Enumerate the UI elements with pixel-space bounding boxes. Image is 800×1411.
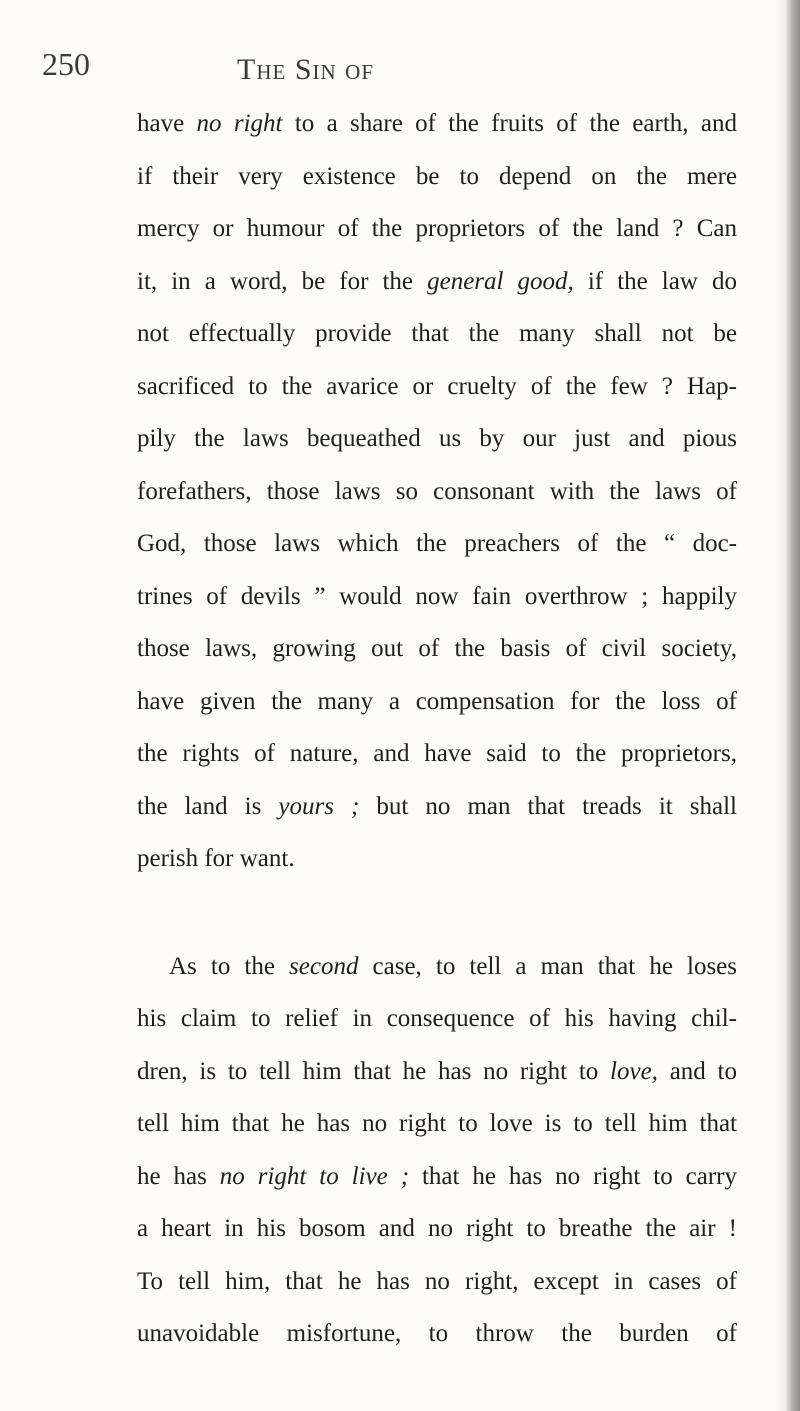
paragraph-1: [137, 98, 737, 886]
text-line: God, those laws which the preachers of the “ doc-: [137, 530, 737, 557]
text-line: a heart in his bosom and no right to breathe the air !: [137, 1215, 737, 1242]
text-line: pily the laws bequeathed us by our just and pious: [137, 425, 737, 452]
text-line: his claim to relief in consequence of his having chil-: [137, 1005, 737, 1032]
page-number: 250: [42, 46, 90, 82]
page-edge: [786, 0, 800, 1411]
text-line: if their very existence be to depend on the mere: [137, 162, 737, 190]
text-line: sacrificed to the avarice or cruelty of the few ? Hap-: [137, 372, 737, 400]
text-line: unavoidable misfortune, to throw the burden of: [137, 1320, 737, 1347]
text-line: not effectually provide that the many shall not be: [137, 320, 737, 347]
running-head: The Sin of: [237, 53, 375, 86]
paragraph-2: [137, 941, 737, 1361]
text-line: tell him that he has no right to love is to tell him that: [137, 1110, 737, 1137]
text-line: the rights of nature, and have said to the proprietors,: [137, 740, 737, 767]
text-line: As to the second case, to tell a man that he loses: [169, 952, 737, 980]
text-line: trines of devils ” would now fain overthrow ; happily: [137, 582, 737, 610]
text-line: the land is yours ; but no man that treads it shall: [137, 792, 737, 820]
body-text: [137, 98, 737, 1361]
text-line: To tell him, that he has no right, except in cases of: [137, 1267, 737, 1295]
text-line: mercy or humour of the proprietors of the land ? Can: [137, 215, 737, 242]
text-line: have no right to a share of the fruits of the earth, and: [137, 110, 737, 137]
text-line: forefathers, those laws so consonant with the laws of: [137, 477, 737, 505]
text-line: he has no right to live ; that he has no right to carry: [137, 1162, 737, 1190]
text-line: those laws, growing out of the basis of civil society,: [137, 635, 737, 662]
text-line: it, in a word, be for the general good, if the law do: [137, 267, 737, 295]
page-gutter-shadow: [776, 0, 786, 1411]
text-line: have given the many a compensation for the loss of: [137, 687, 737, 715]
text-line: dren, is to tell him that he has no right to love, and to: [137, 1057, 737, 1085]
paragraph-gap: [137, 886, 737, 941]
text-line: perish for want.: [137, 845, 295, 872]
